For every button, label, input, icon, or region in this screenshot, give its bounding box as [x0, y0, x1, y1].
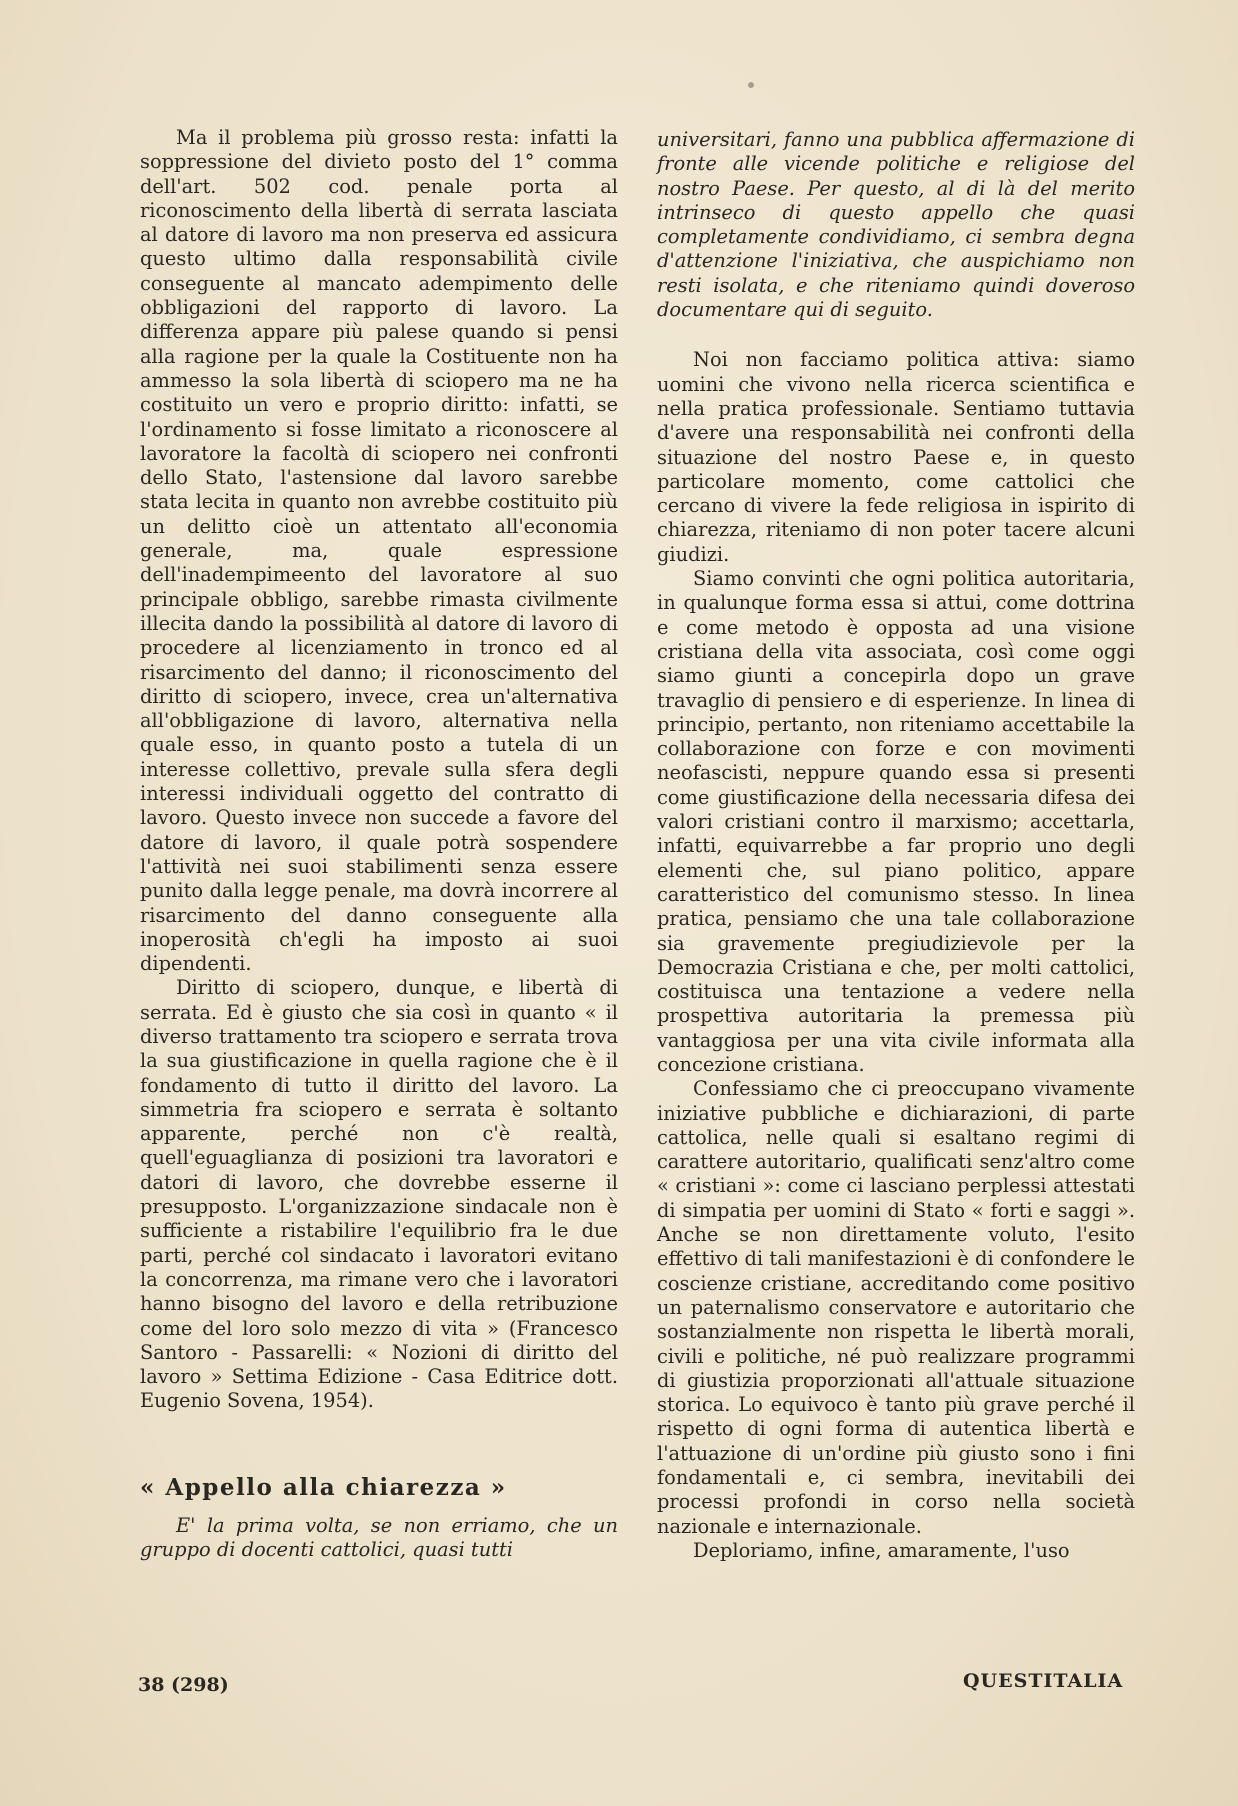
right-column: [657, 128, 1135, 1563]
ink-speck: [748, 82, 754, 88]
right-paragraph-1: Noi non facciamo politica attiva: siamo uomini che vivono nella ricerca scientifica e nella pratica professionale. Sentiamo tuttavia d'avere una responsabilità nei confronti della situazione del nostro Paese e, in questo particolare momento, come cattolici che cercano di vivere la fede religiosa in ispirito di chiarezza, riteniamo di non poter tacere alcuni giudizi.: [657, 348, 1135, 566]
right-paragraph-3: Confessiamo che ci preoccupano vivamente iniziative pubbliche e dichiarazioni, di parte cattolica, nelle quali si esaltano regimi di carattere autoritario, qualificati senz'altro come « cristiani »: come ci lasciano perplessi attestati di simpatia per uomini di Stato « forti e saggi ». Anche se non direttamente voluto, l'esito effettivo di tali manifestazioni è di confondere le coscienze cristiane, accreditando come positivo un paternalismo conservatore e autoritario che sostanzialmente non rispetta le libertà morali, civili e politiche, né può realizzare programmi di giustizia proporzionati all'attuale situazione storica. Lo equivoco è tanto più grave perché il rispetto di ogni forma di autentica libertà e l'attuazione di un'ordine più giusto sono i fini fondamentali e, ci sembra, inevitabili dei processi profondi in corso nella società nazionale e internazionale.: [657, 1077, 1135, 1538]
magazine-name: QUESTITALIA: [963, 1670, 1124, 1692]
right-paragraph-4: Deploriamo, infine, amaramente, l'uso: [693, 1538, 1070, 1562]
section-title: « Appello alla chiarezza »: [140, 1473, 507, 1501]
page-number: 38 (298): [138, 1674, 229, 1696]
section-lead: E' la prima volta, se non erriamo, che un gruppo di docenti cattolici, quasi tutti: [140, 1514, 618, 1562]
left-paragraph-2: Diritto di sciopero, dunque, e libertà di serrata. Ed è giusto che sia così in quanto « il diverso trattamento tra sciopero e serrata trova la sua giustificazione in quella ragione che è il fondamento di tutto il diritto del lavoro. La simmetria fra sciopero e serrata è soltanto apparente, perché non c'è realtà, quell'eguaglianza di posizioni tra lavoratori e datori di lavoro, che dovrebbe esserne il presupposto. L'organizzazione sindacale non è sufficiente a ristabilire l'equilibrio fra le due parti, perché col sindacato i lavoratori evitano la concorrenza, ma rimane vero che i lavoratori hanno bisogno del lavoro e della retribuzione come del loro solo mezzo di vita » (Francesco Santoro - Passarelli: « Nozioni di diritto del lavoro » Settima Edizione - Casa Editrice dott. Eugenio Sovena, 1954).: [140, 976, 618, 1413]
left-paragraph-1: Ma il problema più grosso resta: infatti la soppressione del divieto posto del 1° comma dell'art. 502 cod. penale porta al riconoscimento della libertà di serrata lasciata al datore di lavoro ma non preserva ed assicura questo ultimo dalla responsabilità civile conseguente al mancato adempimento delle obbligazioni del rapporto di lavoro. La differenza appare più palese quando si pensi alla ragione per la quale la Costituente non ha ammesso la sola libertà di sciopero ma ne ha costituito un vero e proprio diritto: infatti, se l'ordinamento si fosse limitato a riconoscere al lavoratore la facoltà di sciopero nei confronti dello Stato, l'astensione dal lavoro sarebbe stata lecita in quanto non avrebbe costituito più un delitto cioè un attentato all'economia generale, ma, quale espressione dell'inadempimeento del lavoratore al suo principale obbligo, sarebbe rimasta civilmente illecita dando la possibilità al datore di lavoro di procedere al licenziamento in tronco ed al risarcimento del danno; il riconoscimento del diritto di sciopero, invece, crea un'alternativa all'obbligazione di lavoro, alternativa nella quale esso, in quanto posto a tutela di un interesse collettivo, prevale sulla sfera degli interessi individuali oggetto del contratto di lavoro. Questo invece non succede a favore del datore di lavoro, il quale potrà sospendere l'attività nei suoi stabilimenti senza essere punito dalla legge penale, ma dovrà incorrere al risarcimento del danno conseguente alla inoperosità ch'egli ha imposto ai suoi dipendenti.: [140, 126, 618, 976]
left-column: [140, 126, 618, 1563]
right-paragraph-2: Siamo convinti che ogni politica autoritaria, in qualunque forma essa si attui, come dottrina e come metodo è opposta ad una visione cristiana della vita associata, così come oggi siamo giunti a concepirla dopo un grave travaglio di pensiero e di esperienze. In linea di principio, pertanto, non riteniamo accettabile la collaborazione con forze e con movimenti neofascisti, neppure quando essa si presenti come giustificazione della necessaria difesa dei valori cristiani contro il marxismo; accettarla, infatti, equivarrebbe a far proprio uno degli elementi che, sul piano politico, appare caratteristico del comunismo stesso. In linea pratica, pensiamo che una tale collaborazione sia gravemente pregiudizievole per la Democrazia Cristiana e che, per molti cattolici, costituisca una tentazione a vedere nella prospettiva autoritaria la premessa più vantaggiosa per una vita civile informata alla concezione cristiana.: [657, 567, 1135, 1076]
right-intro-italic: universitari, fanno una pubblica affermazione di fronte alle vicende politiche e religiose del nostro Paese. Per questo, al di là del merito intrinseco di questo appello che quasi completamente condividiamo, ci sembra degna d'attenzione l'iniziativa, che auspichiamo non resti isolata, e che riteniamo quindi doveroso documentare qui di seguito.: [657, 128, 1135, 322]
